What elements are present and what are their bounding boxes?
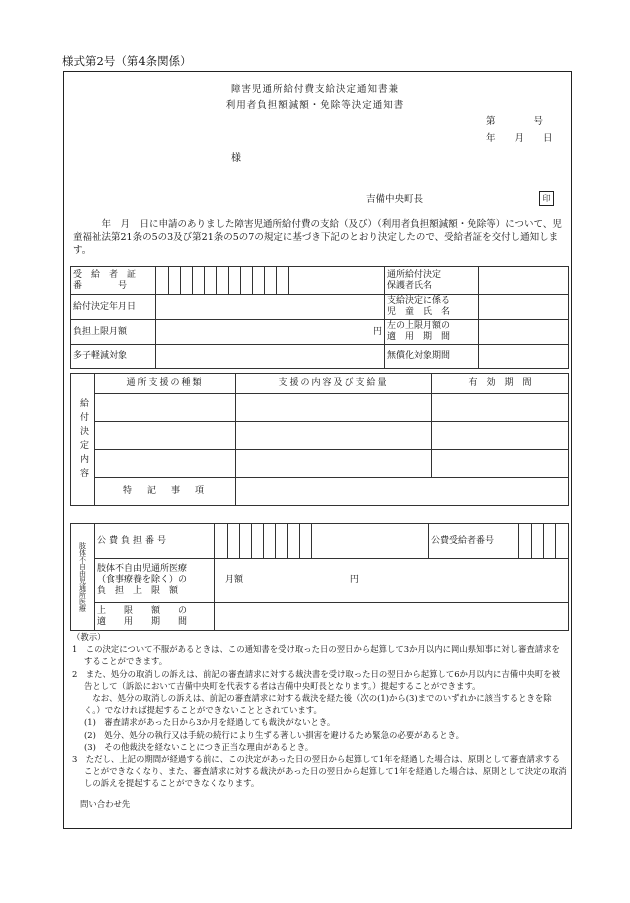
col-content: 支援の内容及び支給量 [236,374,432,394]
multi-child-label: 多子軽減対象 [71,345,156,369]
public-recipient-no-label: 公費受給者番号 [429,524,519,559]
note-2b: なお、処分の取消しの訴えは、前記の審査請求に対する裁決を経た後（次の(1)から(3)までのいずれかに該当するときを除く。）でなければ提起することができないこととされています。 [84,693,552,716]
instructions-heading: （教示） [72,632,106,642]
benefit-row-3-type [95,450,236,478]
benefit-row-3-content [236,450,432,478]
intro-paragraph: 年 月 日に申請のありました障害児通所給付費の支給（及び）（利用者負担額減額・免除等）について、児童福祉法第21条の5の3及び第21条の5の7の規定に基づき下記のとおり決定したので、受給者証を交付し通知します。 [73,219,562,256]
official-seal: 印 [539,191,554,206]
note-item-3: (3) その他裁決を経ないことにつき正当な理由があるとき。 [84,741,314,752]
benefit-row-3-period [432,450,569,478]
note-2: 2 また、処分の取消しの訴えは、前記の審査請求に対する裁決書を受け取った日の翌日から起算して6か月以内に吉備中央町を被告として（訴訟において吉備中央町を代表する者は吉備中央町長となります。）提起することができます。 [72,668,561,691]
medical-limit-value [215,559,569,603]
decision-date-value [156,295,385,320]
title-line-2: 利用者負担額減額・免除等決定通知書 [225,100,405,111]
limit-label: 負担上限月額 [71,320,156,345]
public-burden-no-boxes [215,524,429,559]
contact-label: 問い合わせ先 [80,798,131,809]
instructions-block [72,631,568,810]
monthly-label: 月額 [225,575,244,585]
special-notes-label: 特 記 事 項 [95,478,236,506]
child-value [479,295,569,320]
medical-side-label: 肢体不自由児通所医療 [71,524,95,631]
note-item-1: (1) 審査請求があった日から3か月を経過しても裁決がないとき。 [84,717,336,728]
form-number: 様式第2号（第4条関係） [62,54,192,68]
benefit-row-2-period [432,422,569,450]
free-period-value [479,345,569,369]
recipient-no-boxes [156,267,385,295]
medical-period-label: 上 限 額 の 適 用 期 間 [95,603,215,631]
benefit-row-2-content [236,422,432,450]
document-number: 第 号 [486,116,544,127]
public-recipient-no-boxes [519,524,569,559]
medical-table [70,523,569,631]
child-label: 支給決定に係る 児 童 氏 名 [385,295,479,320]
yen-label: 円 [349,575,359,585]
benefit-row-2-type [95,422,236,450]
recipient-no-label: 受 給 者 証 番 号 [71,267,156,295]
title-line-1: 障害児通所給付費支給決定通知書兼 [230,84,399,95]
guardian-label: 通所給付決定 保護者氏名 [385,267,479,295]
recipient-info-table [70,266,569,369]
free-period-label: 無償化対象期間 [385,345,479,369]
medical-limit-label: 肢体不自由児通所医療 （食事療養を除く）の 負 担 上 限 額 [95,559,215,603]
decision-date-label: 給付決定年月日 [71,295,156,320]
guardian-value [479,267,569,295]
note-1: 1 この決定について不服があるときは、この通知書を受け取った日の翌日から起算して3か月以内に岡山県知事に対し審査請求をすることができます。 [72,644,560,667]
limit-period-label: 左の上限月額の 適 用 期 間 [385,320,479,345]
multi-child-value [156,345,385,369]
note-item-2: (2) 処分、処分の執行又は手続の続行により生ずる著しい損害を避けるため緊急の必要があるとき。 [84,729,465,740]
medical-period-value [215,603,569,631]
limit-value: 円 [156,320,385,345]
benefit-content-table [70,373,569,506]
issue-date: 年 月 日 [486,133,553,144]
benefit-row-1-type [95,394,236,422]
limit-period-value [479,320,569,345]
addressee-suffix: 様 [231,153,241,164]
public-burden-no-label: 公費負担番号 [95,524,215,559]
benefit-row-1-content [236,394,432,422]
benefit-row-1-period [432,394,569,422]
col-service-type: 通所支援の種類 [95,374,236,394]
note-3: 3 ただし、上記の期間が経過する前に、この決定があった日の翌日から起算して1年を経過した場合は、原則として審査請求することができなくなり、また、審査請求に対する裁決があった日の翌日から起算して1年を経過した場合は、原則として決定の取消しの訴えを提起することができなくなります。 [72,754,567,789]
issuer-name: 吉備中央町長 [366,194,424,205]
special-notes-value [236,478,569,506]
benefit-side-label: 給付決定内容 [71,374,95,506]
col-period: 有 効 期 間 [432,374,569,394]
